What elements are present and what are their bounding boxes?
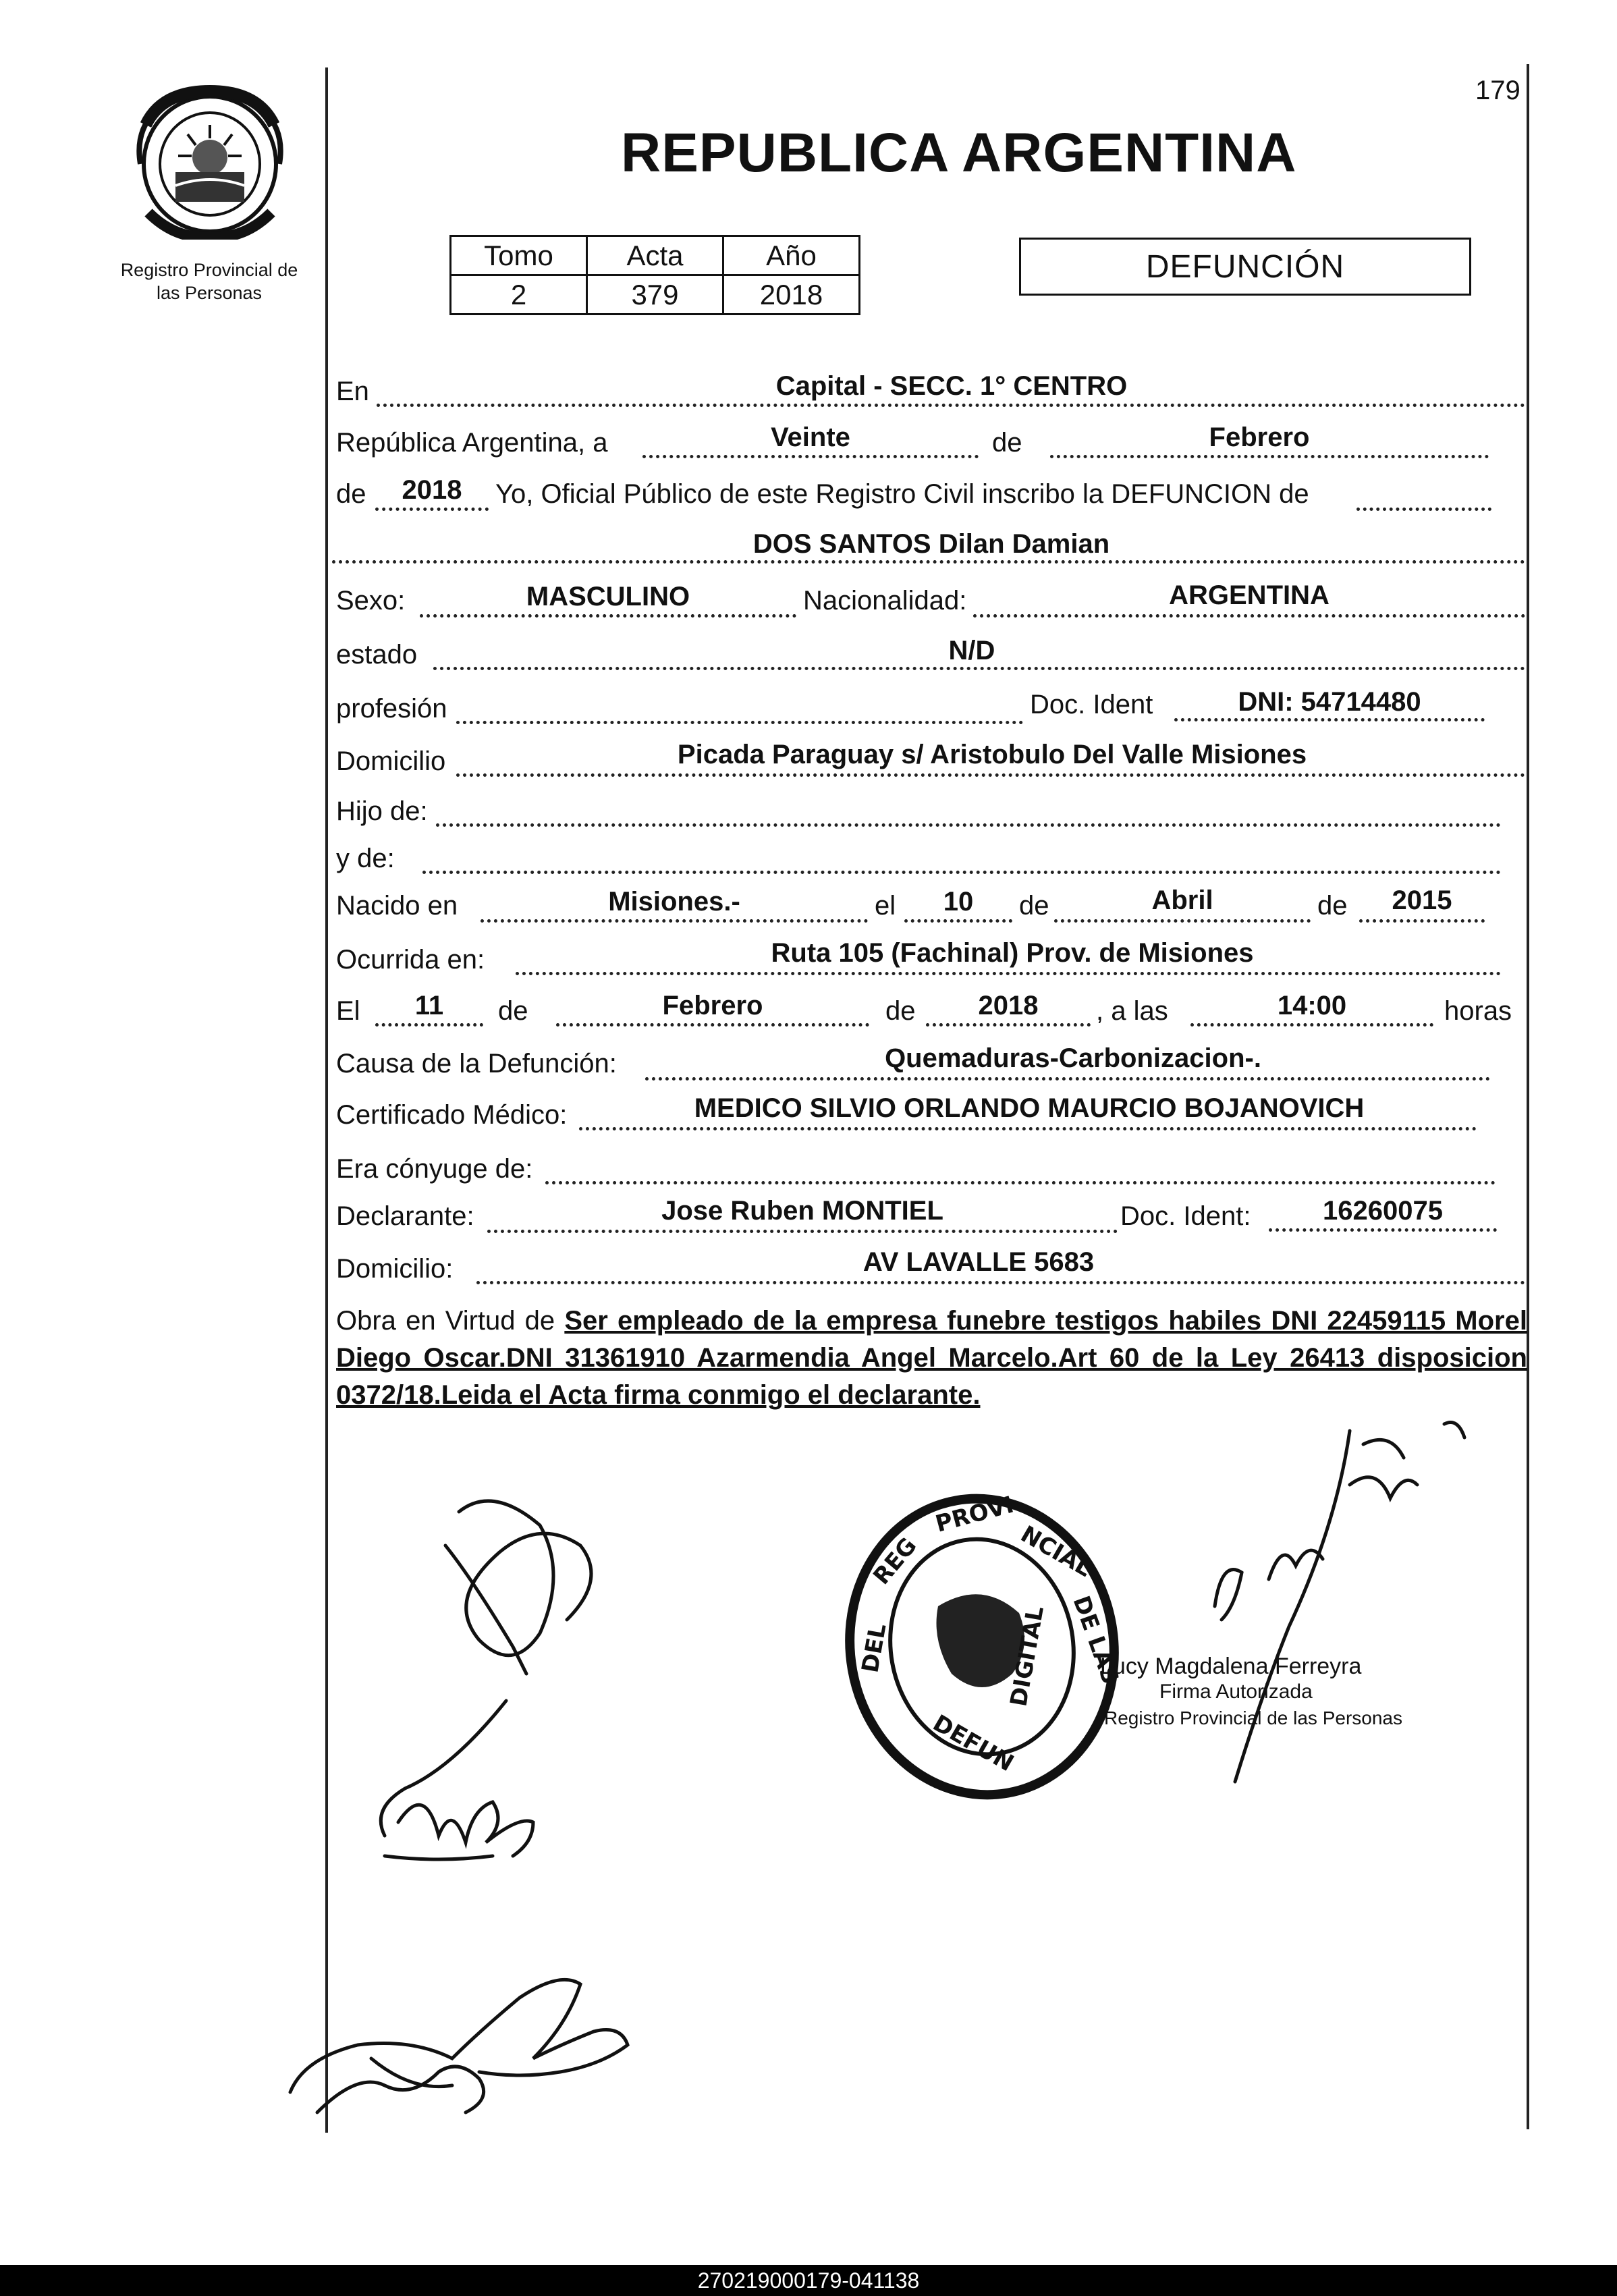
anio-value: 2018	[723, 275, 860, 315]
svg-text:REG: REG	[868, 1532, 923, 1590]
birth-year-dotted-line	[1359, 919, 1485, 923]
svg-text:NCIAL: NCIAL	[1016, 1521, 1097, 1583]
certificado-label: Certificado Médico:	[336, 1100, 568, 1130]
tomo-header: Tomo	[451, 236, 587, 275]
right-margin-line	[1527, 64, 1529, 2129]
causa-value: Quemaduras-Carbonizacion-.	[885, 1043, 1261, 1073]
conyuge-dotted-line	[545, 1181, 1496, 1184]
el2-label: El	[336, 996, 360, 1026]
ocurrida-dotted-line	[516, 972, 1501, 975]
birth-month-dotted-line	[1054, 919, 1311, 923]
svg-text:DIGITAL: DIGITAL	[1005, 1604, 1049, 1709]
signature-3-icon	[277, 1957, 655, 2133]
causa-dotted-line	[645, 1077, 1490, 1081]
doc-ident-value: DNI: 54714480	[1238, 687, 1421, 717]
anio-header: Año	[723, 236, 860, 275]
nacido-label: Nacido en	[336, 891, 458, 921]
birth-day-dotted-line	[904, 919, 1012, 923]
death-de1-label: de	[498, 996, 528, 1026]
death-year-dotted-line	[926, 1023, 1091, 1027]
place-value: Capital - SECC. 1° CENTRO	[775, 371, 1128, 401]
day-dotted-line	[642, 455, 979, 458]
birth-de2-label: de	[1317, 891, 1348, 921]
day-value: Veinte	[771, 422, 850, 452]
nacionalidad-dotted-line	[973, 614, 1525, 618]
nacido-dotted-line	[481, 919, 868, 923]
registry-caption-line1: Registro Provincial de	[120, 260, 298, 280]
provincia-misiones-coat-of-arms-icon	[135, 84, 285, 240]
registry-value-row	[451, 275, 860, 315]
y-de-label: y de:	[336, 844, 395, 873]
birthplace-value: Misiones.-	[608, 887, 740, 917]
svg-text:DEFUN: DEFUN	[928, 1710, 1018, 1778]
signature-1-icon	[378, 1471, 621, 1694]
y-de-dotted-line	[422, 871, 1501, 874]
declarante-doc-label: Doc. Ident:	[1120, 1201, 1251, 1231]
svg-text:PROVI: PROVI	[932, 1491, 1017, 1538]
estado-label: estado	[336, 640, 418, 669]
birth-day-value: 10	[943, 887, 974, 917]
nacionalidad-value: ARGENTINA	[1169, 580, 1330, 610]
death-month-dotted-line	[556, 1023, 869, 1027]
document-footer-code: 270219000179-041138	[0, 2265, 1617, 2296]
en-label: En	[336, 377, 369, 406]
certificado-value: MEDICO SILVIO ORLANDO MAURCIO BOJANOVICH	[694, 1093, 1365, 1123]
domicilio-label: Domicilio	[336, 746, 446, 776]
declarante-domicilio-value: AV LAVALLE 5683	[862, 1247, 1095, 1277]
authorized-signature-icon	[1066, 1404, 1498, 1849]
year-value: 2018	[402, 475, 462, 505]
death-time-dotted-line	[1190, 1023, 1433, 1027]
death-day-dotted-line-2	[375, 1023, 483, 1027]
year-prefix-label: de	[336, 479, 366, 509]
horas-label: horas	[1444, 996, 1512, 1026]
birth-month-value: Abril	[1151, 885, 1213, 915]
doc-ident-label: Doc. Ident	[1030, 690, 1153, 719]
domicilio-dotted-line	[456, 773, 1525, 777]
profesion-dotted-line	[456, 721, 1023, 724]
registry-caption	[108, 259, 310, 305]
page-number: 179	[1475, 76, 1520, 105]
conyuge-label: Era cónyuge de:	[336, 1154, 533, 1184]
obra-en-virtud-paragraph	[336, 1303, 1527, 1414]
death-de2-label: de	[885, 996, 916, 1026]
republica-label: República Argentina, a	[336, 428, 608, 458]
registry-table	[449, 235, 860, 315]
name-dotted-line	[332, 560, 1525, 564]
causa-label: Causa de la Defunción:	[336, 1049, 617, 1078]
svg-text:DEL: DEL	[856, 1621, 892, 1675]
sexo-value: MASCULINO	[526, 582, 690, 611]
official-role: Firma Autorizada	[1159, 1680, 1313, 1703]
record-type-box: DEFUNCIÓN	[1019, 238, 1471, 296]
hijo-de-dotted-line	[436, 823, 1501, 827]
obra-value: Ser empleado de la empresa funebre testigos habiles DNI 22459115 Morel Diego Oscar.DNI 31361910 Azarmendia Angel Marcelo.Art 60 de la Ley 26413 disposicion 0372/18.Leida el Acta firma conmigo el declarante.	[336, 1306, 1527, 1410]
certificado-dotted-line	[579, 1127, 1477, 1130]
el-label: el	[875, 891, 896, 921]
sexo-dotted-line	[420, 614, 796, 618]
obra-label: Obra en Virtud de	[336, 1306, 555, 1336]
official-name: Lucy Magdalena Ferreyra	[1100, 1653, 1362, 1679]
birth-de1-label: de	[1019, 891, 1049, 921]
estado-value: N/D	[948, 636, 995, 665]
year-dotted-line	[375, 508, 489, 511]
a-las-label: , a las	[1096, 996, 1168, 1026]
official-office: Registro Provincial de las Personas	[1104, 1707, 1402, 1728]
declarante-doc-value: 16260075	[1323, 1196, 1443, 1226]
death-month-value: Febrero	[662, 991, 763, 1020]
registry-header-row	[451, 236, 860, 275]
death-day-value: 11	[414, 991, 444, 1020]
doc-ident-dotted-line	[1174, 718, 1485, 721]
inscription-text: Yo, Oficial Público de este Registro Civil inscribo la DEFUNCION de	[495, 479, 1309, 509]
left-margin-line	[325, 67, 328, 2133]
tomo-value: 2	[451, 275, 587, 315]
ocurrida-label: Ocurrida en:	[336, 945, 485, 975]
sexo-label: Sexo:	[336, 586, 406, 616]
de-label: de	[992, 428, 1022, 458]
death-place-value: Ruta 105 (Fachinal) Prov. de Misiones	[771, 938, 1254, 968]
inscription-dotted-line	[1356, 508, 1491, 511]
nacionalidad-label: Nacionalidad:	[803, 586, 967, 616]
signature-2-icon	[358, 1687, 560, 1876]
birth-year-value: 2015	[1392, 885, 1452, 915]
declarante-label: Declarante:	[336, 1201, 474, 1231]
month-value: Febrero	[1209, 422, 1310, 452]
estado-dotted-line	[433, 667, 1525, 670]
hijo-de-label: Hijo de:	[336, 796, 428, 826]
death-year-value: 2018	[978, 991, 1039, 1020]
registry-caption-line2: las Personas	[156, 282, 263, 303]
en-dotted-line	[377, 404, 1525, 407]
month-dotted-line	[1050, 455, 1489, 458]
declarante-dotted-line	[487, 1230, 1118, 1233]
page-title: REPUBLICA ARGENTINA	[621, 122, 1297, 184]
declarante-domicilio-dotted-line	[476, 1281, 1525, 1284]
acta-header: Acta	[587, 236, 723, 275]
acta-value: 379	[587, 275, 723, 315]
svg-text:DE LAS: DE LAS	[1067, 1592, 1124, 1688]
profesion-label: profesión	[336, 694, 447, 723]
domicilio-value: Picada Paraguay s/ Aristobulo Del Valle Misiones	[677, 740, 1307, 769]
declarante-doc-dotted-line	[1269, 1228, 1497, 1232]
declarante-value: Jose Ruben MONTIEL	[661, 1196, 943, 1226]
death-time-value: 14:00	[1277, 991, 1347, 1020]
deceased-name-value: DOS SANTOS Dilan Damian	[752, 529, 1110, 559]
declarante-domicilio-label: Domicilio:	[336, 1254, 454, 1284]
